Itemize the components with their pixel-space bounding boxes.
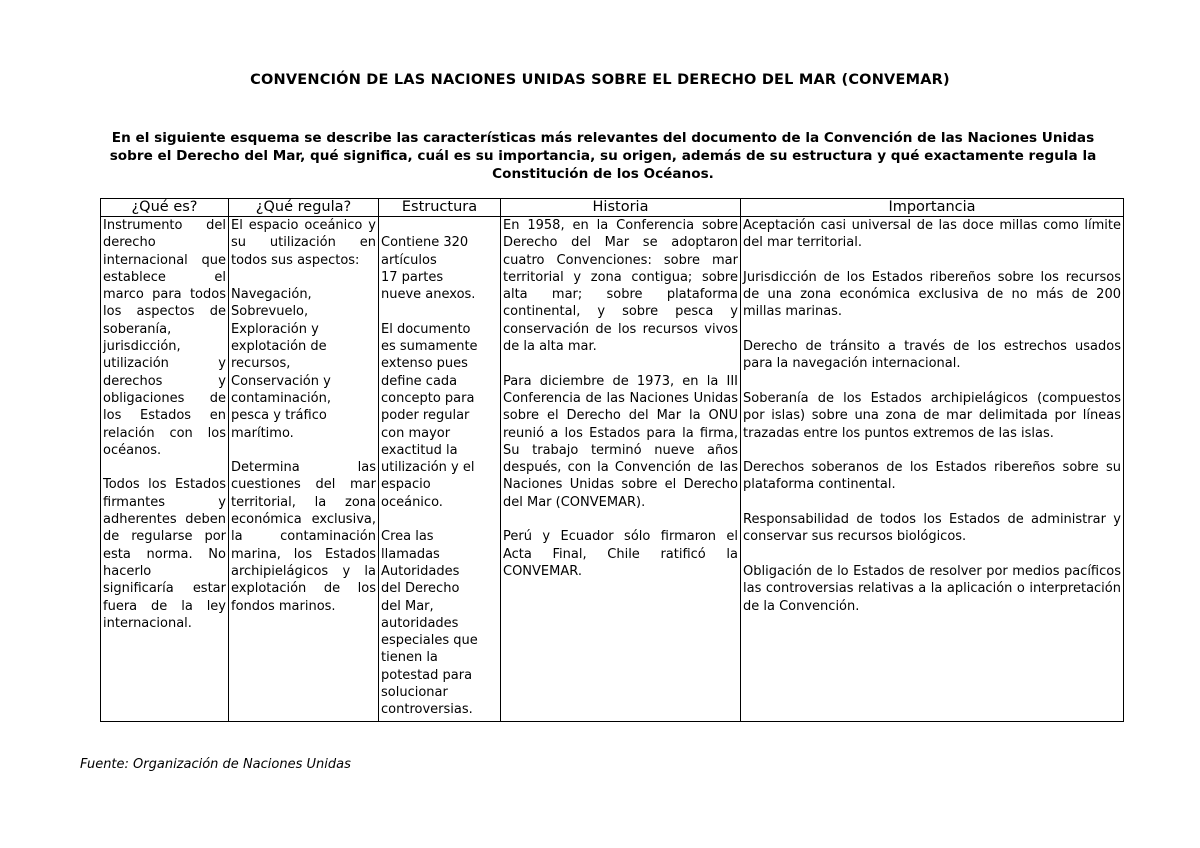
header-que-regula: ¿Qué regula? [229,199,379,217]
table-row [101,217,1124,722]
importancia-item: Derechos soberanos de los Estados ribereños sobre su plataforma continental. [743,460,1121,493]
source-note: Fuente: Organización de Naciones Unidas [80,757,351,772]
intro-line: En el siguiente esquema se describe las características más relevantes del documento de la Convención de las Naciones Unidas [111,130,1095,146]
header-historia: Historia [501,199,741,217]
que-es-paragraph: Instrumento del derecho internacional que establece el marco para todos los aspectos de soberanía, jurisdicción, utilización y derechos y obligaciones de los Estados en relación con los océanos. [103,218,226,458]
page-title: CONVENCIÓN DE LAS NACIONES UNIDAS SOBRE EL DERECHO DEL MAR (CONVEMAR) [250,72,950,88]
table-header-row [101,199,1124,217]
header-estructura: Estructura [379,199,501,217]
importancia-item: Responsabilidad de todos los Estados de administrar y conservar sus recursos biológicos. [743,512,1121,545]
header-importancia: Importancia [741,199,1124,217]
importancia-item: Jurisdicción de los Estados ribereños sobre los recursos de una zona económica exclusiva de no más de 200 millas marinas. [743,269,1121,320]
intro-line: Constitución de los Océanos. [492,166,714,182]
cell-estructura [379,217,501,722]
importancia-item: Soberanía de los Estados archipielágicos (compuestos por islas) sobre una zona de mar delimitada por líneas trazadas entre los puntos extremos de las islas. [743,390,1121,441]
cell-historia [501,217,741,722]
que-regula-determina: Determina las cuestiones del mar territorial, la zona económica exclusiva, la contaminación marina, los Estados archipielágicos y la explotación de los fondos marinos. [231,460,376,614]
intro-paragraph [88,129,1118,183]
que-es-paragraph: Todos los Estados firmantes y adherentes deben de regularse por esta norma. No hacerlo significaría estar fuera de la ley internacional. [103,477,226,631]
estructura-paragraph: Contiene 320 artículos 17 partes nueve anexos. [381,235,476,303]
intro-line: sobre el Derecho del Mar, qué significa, cuál es su importancia, su origen, además de su estructura y qué exactamente regula la [109,148,1097,164]
cell-importancia [741,217,1124,722]
header-que-es: ¿Qué es? [101,199,229,217]
que-regula-list: Navegación, Sobrevuelo, Exploración y explotación de recursos, Conservación y contaminación, pesca y tráfico marítimo. [231,287,331,441]
cell-que-regula [229,217,379,722]
convemar-table [100,198,1124,722]
estructura-paragraph: Crea las llamadas Autoridades del Derecho del Mar, autoridades especiales que tienen la potestad para solucionar controversias. [381,529,478,718]
historia-paragraph: Perú y Ecuador sólo firmaron el Acta Final, Chile ratificó la CONVEMAR. [503,529,738,579]
importancia-item: Aceptación casi universal de las doce millas como límite del mar territorial. [743,218,1121,251]
importancia-item: Obligación de lo Estados de resolver por medios pacíficos las controversias relativas a la aplicación o interpretación de la Convención. [743,563,1121,614]
cell-que-es [101,217,229,722]
historia-paragraph: Para diciembre de 1973, en la III Conferencia de las Naciones Unidas sobre el Derecho del Mar la ONU reunió a los Estados para la firma, Su trabajo terminó nueve años después, con la Convención de las Naciones Unidas sobre el Derecho del Mar (CONVEMAR). [503,373,738,510]
importancia-item: Derecho de tránsito a través de los estrechos usados para la navegación internacional. [743,339,1121,372]
estructura-paragraph: El documento es sumamente extenso pues define cada concepto para poder regular con mayor exactitud la utilización y el espacio oceánico. [381,321,478,510]
historia-paragraph: En 1958, en la Conferencia sobre Derecho del Mar se adoptaron cuatro Convenciones: sobre mar territorial y zona contigua; sobre alta mar; sobre plataforma continental, y sobre pesca y conservación de los recursos vivos de la alta mar. [503,218,738,355]
que-regula-intro: El espacio oceánico y su utilización en todos sus aspectos: [231,218,376,268]
